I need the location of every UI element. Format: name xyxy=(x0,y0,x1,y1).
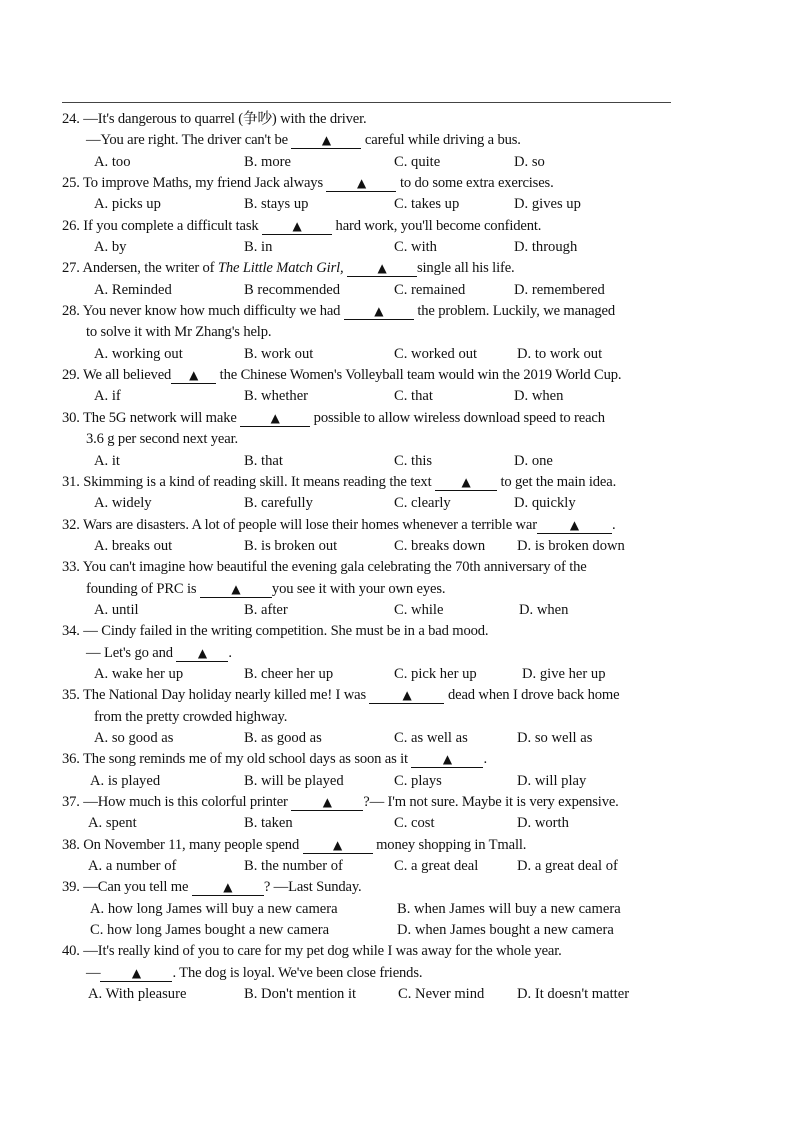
answer-blank[interactable] xyxy=(176,645,228,662)
triangle-icon: ▲ xyxy=(377,261,387,276)
question-item xyxy=(62,472,682,515)
answer-option[interactable]: D. It doesn't matter xyxy=(517,986,630,1003)
triangle-icon: ▲ xyxy=(223,880,233,895)
answer-blank[interactable] xyxy=(262,218,332,235)
question-stem xyxy=(62,941,682,962)
stem-text: 35. The National Day holiday nearly killed me! I was xyxy=(62,687,370,704)
answer-option[interactable]: C. takes up xyxy=(394,196,460,213)
answer-option[interactable]: D. worth xyxy=(517,815,569,832)
stem-text: money shopping in Tmall. xyxy=(372,836,527,853)
answer-option[interactable]: B. that xyxy=(244,452,283,469)
stem-text: 25. To improve Maths, my friend Jack always xyxy=(62,175,327,192)
answer-option[interactable]: A. breaks out xyxy=(94,537,173,554)
answer-option[interactable]: A. if xyxy=(94,388,121,405)
stem-text: 33. You can't imagine how beautiful the evening gala celebrating the 70th anniversary of the xyxy=(62,559,587,576)
answer-options xyxy=(62,984,682,1005)
answer-option[interactable]: B. stays up xyxy=(244,196,309,213)
answer-option[interactable]: A. wake her up xyxy=(94,665,184,682)
stem-text: 29. We all believed xyxy=(62,367,172,384)
answer-option[interactable]: C. a great deal xyxy=(394,858,479,875)
answer-options xyxy=(62,600,682,621)
triangle-icon: ▲ xyxy=(402,688,412,703)
question-stem xyxy=(62,365,682,386)
triangle-icon: ▲ xyxy=(442,752,453,767)
stem-text: . The dog is loyal. We've been close friends. xyxy=(172,964,423,981)
stem-text: . xyxy=(483,751,487,768)
triangle-icon: ▲ xyxy=(322,795,332,809)
answer-blank[interactable] xyxy=(200,581,272,598)
question-stem xyxy=(62,685,682,706)
question-stem xyxy=(62,408,682,429)
question-item xyxy=(62,835,682,878)
answer-option[interactable]: B. carefully xyxy=(244,495,313,512)
answer-option[interactable]: C. breaks down xyxy=(394,537,486,554)
question-stem-continued xyxy=(62,963,682,984)
answer-option[interactable]: C. clearly xyxy=(394,495,451,512)
question-stem xyxy=(62,515,682,536)
triangle-icon: ▲ xyxy=(321,133,331,148)
answer-option[interactable]: C. cost xyxy=(394,815,435,832)
answer-option[interactable]: B. after xyxy=(244,601,288,618)
question-item xyxy=(62,941,682,1005)
answer-options xyxy=(62,344,682,365)
answer-option[interactable]: A. picks up xyxy=(94,196,161,213)
question-stem xyxy=(62,749,682,770)
answer-option[interactable]: D. is broken down xyxy=(517,537,625,554)
question-stem xyxy=(62,621,682,642)
stem-text: 40. —It's really kind of you to care for my pet dog while I was away for the whole year. xyxy=(62,943,562,960)
answer-option[interactable]: B recommended xyxy=(244,281,341,298)
stem-text: — xyxy=(86,964,101,981)
stem-text: 30. The 5G network will make xyxy=(62,409,241,426)
triangle-icon: ▲ xyxy=(231,581,241,596)
answer-option[interactable]: B. will be played xyxy=(244,772,344,789)
question-stem xyxy=(62,472,682,493)
triangle-icon: ▲ xyxy=(197,645,207,660)
question-item xyxy=(62,109,682,173)
answer-options xyxy=(62,386,682,407)
answer-blank[interactable] xyxy=(192,879,264,896)
triangle-icon: ▲ xyxy=(131,965,141,980)
answer-blank[interactable] xyxy=(435,474,497,491)
answer-options xyxy=(62,451,682,472)
answer-options xyxy=(62,194,682,215)
question-stem-continued xyxy=(62,130,682,151)
question-stem xyxy=(62,835,682,856)
stem-text: careful while driving a bus. xyxy=(361,132,521,149)
answer-option[interactable]: B. whether xyxy=(244,388,309,405)
answer-option[interactable]: D. gives up xyxy=(514,196,581,213)
question-stem xyxy=(62,109,682,130)
top-rule xyxy=(62,102,671,103)
answer-option[interactable]: D. through xyxy=(514,239,578,256)
question-stem xyxy=(62,258,682,279)
answer-option[interactable]: D. will play xyxy=(517,772,587,789)
question-item xyxy=(62,557,682,621)
stem-text: —You are right. The driver can't be xyxy=(86,132,292,149)
answer-option[interactable]: C. quite xyxy=(394,153,441,170)
answer-option[interactable]: D. give her up xyxy=(522,665,606,682)
stem-text: 27. Andersen, the writer of xyxy=(62,260,218,277)
answer-options xyxy=(62,237,682,258)
answer-blank[interactable] xyxy=(291,132,361,149)
book-title: The Little Match Girl, xyxy=(217,260,344,277)
answer-options xyxy=(62,536,682,557)
answer-option[interactable]: B. is broken out xyxy=(244,537,338,554)
answer-option[interactable]: B. the number of xyxy=(244,858,343,875)
answer-blank[interactable] xyxy=(537,517,612,534)
answer-option[interactable]: B. work out xyxy=(244,345,314,362)
stem-text: you see it with your own eyes. xyxy=(271,580,446,597)
stem-text: ? —Last Sunday. xyxy=(263,879,362,896)
question-list xyxy=(62,109,682,1005)
question-stem xyxy=(62,301,682,322)
question-stem xyxy=(62,216,682,237)
answer-option[interactable]: B. cheer her up xyxy=(244,665,334,682)
answer-option[interactable]: B. in xyxy=(244,239,273,256)
answer-blank[interactable] xyxy=(100,965,172,982)
answer-option[interactable]: A. working out xyxy=(94,345,183,362)
answer-option[interactable]: B. Don't mention it xyxy=(244,986,357,1003)
question-item xyxy=(62,173,682,216)
stem-text: possible to allow wireless download speed to reach xyxy=(310,409,605,426)
answer-option[interactable]: C. plays xyxy=(394,772,442,789)
answer-option[interactable]: D. when xyxy=(514,388,564,405)
question-item xyxy=(62,301,682,365)
stem-text: 24. —It's dangerous to quarrel (争吵) with the driver. xyxy=(62,111,367,127)
question-stem xyxy=(62,557,682,578)
answer-options xyxy=(62,728,682,749)
answer-options xyxy=(62,152,682,173)
stem-text: . xyxy=(611,516,616,533)
answer-blank[interactable] xyxy=(171,367,216,384)
answer-option[interactable]: C. that xyxy=(394,388,433,405)
stem-text: dead when I drove back home xyxy=(444,687,620,704)
triangle-icon: ▲ xyxy=(374,304,384,319)
question-stem xyxy=(62,877,682,898)
answer-option[interactable]: A. how long James will buy a new camera xyxy=(90,900,338,917)
answer-blank[interactable] xyxy=(240,410,310,427)
stem-text: 38. On November 11, many people spend xyxy=(62,836,303,853)
question-stem xyxy=(62,173,682,194)
answer-options xyxy=(62,771,682,792)
stem-text: 39. —Can you tell me xyxy=(62,879,192,896)
question-stem-continued xyxy=(62,579,682,600)
answer-option[interactable]: C. this xyxy=(394,452,433,469)
stem-text: ?— I'm not sure. Maybe it is very expensive. xyxy=(363,794,619,810)
answer-blank[interactable] xyxy=(291,794,363,811)
answer-option[interactable]: B. as good as xyxy=(244,729,322,746)
answer-blank[interactable] xyxy=(369,687,444,704)
answer-option[interactable]: C. with xyxy=(394,239,437,256)
stem-text: from the pretty crowded highway. xyxy=(94,708,288,725)
question-item xyxy=(62,258,682,301)
stem-text: hard work, you'll become confident. xyxy=(332,217,542,234)
question-item xyxy=(62,621,682,685)
question-stem xyxy=(62,792,682,813)
triangle-icon: ▲ xyxy=(333,837,343,852)
answer-blank[interactable] xyxy=(347,260,417,277)
question-item xyxy=(62,515,682,558)
answer-blank[interactable] xyxy=(303,837,373,854)
question-item xyxy=(62,216,682,259)
answer-option[interactable]: C. pick her up xyxy=(394,665,477,682)
question-stem-continued xyxy=(62,643,682,664)
triangle-icon: ▲ xyxy=(461,474,471,489)
answer-option[interactable]: A. it xyxy=(94,452,120,469)
stem-text: to solve it with Mr Zhang's help. xyxy=(86,324,272,341)
answer-option[interactable]: D. when xyxy=(519,601,569,618)
answer-option[interactable]: A. a number of xyxy=(88,858,177,875)
answer-option[interactable]: A. until xyxy=(94,601,139,618)
answer-option[interactable]: D. one xyxy=(514,452,553,469)
question-stem-continued xyxy=(62,707,682,728)
stem-text: 34. — Cindy failed in the writing competition. She must be in a bad mood. xyxy=(62,623,489,640)
answer-option[interactable]: A. widely xyxy=(94,495,152,512)
answer-option[interactable]: C. Never mind xyxy=(398,986,485,1003)
triangle-icon: ▲ xyxy=(189,368,199,383)
stem-text: the problem. Luckily, we managed xyxy=(413,303,616,320)
stem-text: founding of PRC is xyxy=(86,580,200,597)
question-item xyxy=(62,685,682,749)
answer-options xyxy=(62,664,682,685)
answer-option[interactable]: A. spent xyxy=(88,815,137,832)
question-stem-continued xyxy=(62,322,682,343)
question-item xyxy=(62,749,682,792)
answer-option[interactable]: A. is played xyxy=(90,772,161,789)
triangle-icon: ▲ xyxy=(356,176,367,191)
stem-text: single all his life. xyxy=(417,260,515,277)
answer-option[interactable]: D. so well as xyxy=(517,729,593,746)
stem-text: to get the main idea. xyxy=(496,473,617,490)
stem-text: . xyxy=(228,644,232,661)
answer-option[interactable]: D. quickly xyxy=(514,495,576,512)
answer-option[interactable]: B. when James will buy a new camera xyxy=(397,900,621,917)
answer-options xyxy=(62,813,682,834)
stem-text: — Let's go and xyxy=(86,644,177,661)
stem-text: 31. Skimming is a kind of reading skill. It means reading the text xyxy=(62,473,435,490)
answer-option[interactable]: D. so xyxy=(514,153,545,170)
answer-option[interactable]: C. worked out xyxy=(394,345,478,362)
answer-option[interactable]: C. how long James bought a new camera xyxy=(90,922,330,939)
question-item xyxy=(62,877,682,941)
answer-blank[interactable] xyxy=(411,751,483,768)
stem-text: 36. The song reminds me of my old school days as soon as it xyxy=(62,751,412,768)
answer-option[interactable]: D. remembered xyxy=(514,281,605,298)
answer-option[interactable]: A. so good as xyxy=(94,729,174,746)
triangle-icon: ▲ xyxy=(292,218,302,233)
stem-text: 32. Wars are disasters. A lot of people will lose their homes whenever a terrible war xyxy=(62,516,537,533)
question-stem-continued xyxy=(62,429,682,450)
answer-blank[interactable] xyxy=(344,303,414,320)
answer-options xyxy=(62,280,682,301)
question-item xyxy=(62,408,682,472)
answer-option[interactable]: D. a great deal of xyxy=(517,858,618,875)
answer-option[interactable]: B. taken xyxy=(244,815,293,832)
triangle-icon: ▲ xyxy=(569,517,580,532)
answer-option[interactable]: C. remained xyxy=(394,281,466,298)
answer-option[interactable]: A. by xyxy=(94,239,127,256)
answer-options xyxy=(62,899,682,942)
answer-options xyxy=(62,856,682,877)
stem-text: the Chinese Women's Volleyball team would win the 2019 World Cup. xyxy=(216,367,622,384)
answer-option[interactable]: D. when James bought a new camera xyxy=(397,922,614,939)
answer-option[interactable]: B. more xyxy=(244,153,292,170)
stem-text: 28. You never know how much difficulty we had xyxy=(62,303,344,320)
answer-options xyxy=(62,493,682,514)
triangle-icon: ▲ xyxy=(270,410,280,425)
answer-option[interactable]: D. to work out xyxy=(517,345,603,362)
question-item xyxy=(62,365,682,408)
answer-blank[interactable] xyxy=(326,175,396,192)
stem-text: 26. If you complete a difficult task xyxy=(62,217,263,234)
answer-option[interactable]: A. Reminded xyxy=(94,281,172,298)
answer-option[interactable]: C. as well as xyxy=(394,729,468,746)
stem-text: 37. —How much is this colorful printer xyxy=(62,794,292,810)
stem-text: 3.6 g per second next year. xyxy=(86,431,238,448)
answer-option[interactable]: C. while xyxy=(394,601,444,618)
stem-text: to do some extra exercises. xyxy=(396,175,554,192)
question-item xyxy=(62,792,682,835)
answer-option[interactable]: A. With pleasure xyxy=(88,986,187,1003)
answer-option[interactable]: A. too xyxy=(94,153,131,170)
